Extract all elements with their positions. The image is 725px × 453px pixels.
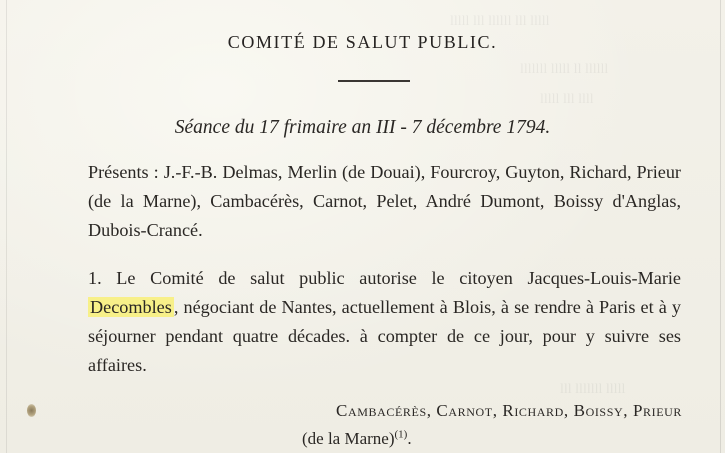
show-through-text: lllllll lllll ll llllll xyxy=(520,62,609,77)
show-through-text: lll lllllll lllll xyxy=(560,382,626,397)
page-edge-left xyxy=(6,0,7,453)
article-paragraph xyxy=(88,264,681,380)
attendees-paragraph xyxy=(88,158,681,245)
signatories xyxy=(240,397,682,453)
show-through-text: lllll lll llll xyxy=(540,92,594,107)
attendees-label: Présents : xyxy=(88,162,159,182)
show-through-text: lllll lll llllll lll lllll xyxy=(450,14,550,29)
article-text-end: , négociant de Nantes, actuellement à Blois, à se rendre à Paris et à y séjourner pendant quatre décades. à compter de ce jour, pour y suivre ses affaires. xyxy=(88,297,681,375)
title-divider xyxy=(338,80,410,82)
attendees-names: J.-F.-B. Delmas, Merlin (de Douai), Fourcroy, Guyton, Richard, Prieur (de la Marne), Cambacérès, Carnot, Pelet, André Dumont, Boissy d'Anglas, Dubois-Crancé. xyxy=(88,162,681,240)
signatories-period: . xyxy=(407,429,412,448)
footnote-marker: (1) xyxy=(394,428,408,441)
signatories-line-1: Cambacérès, Carnot, Richard, Boissy, Prieur xyxy=(336,401,682,420)
signatories-suffix: (de la Marne) xyxy=(302,429,395,448)
ink-blot xyxy=(27,404,36,417)
highlighted-name: Decombles xyxy=(90,297,172,317)
article-text-start: 1. Le Comité de salut public autorise le citoyen Jacques-Louis-Marie xyxy=(88,268,681,288)
session-date: Séance du 17 frimaire an III - 7 décembre 1794. xyxy=(174,117,551,138)
page-title: COMITÉ DE SALUT PUBLIC. xyxy=(227,32,498,52)
signatories-line-2 xyxy=(240,425,682,453)
page-edge-right xyxy=(720,0,721,453)
